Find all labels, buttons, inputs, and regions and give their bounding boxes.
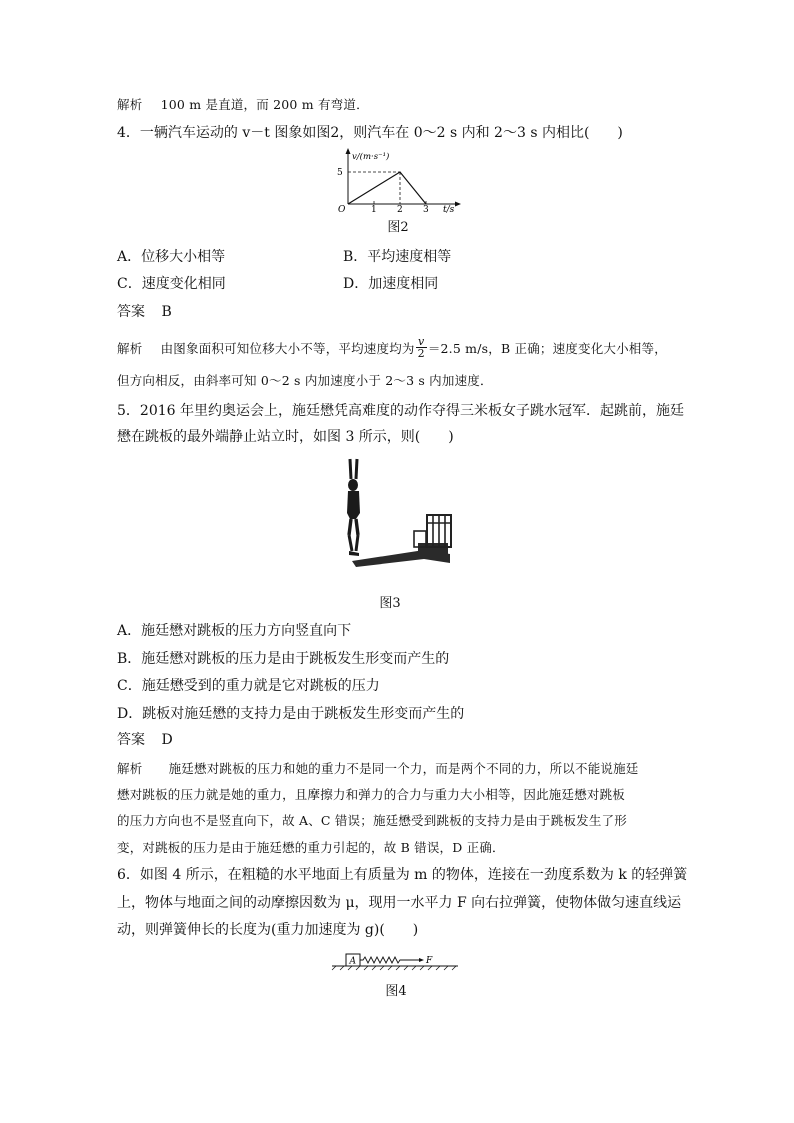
origin-label: O <box>338 205 346 214</box>
y-axis-arrow <box>346 148 351 154</box>
q5-explanation-line1 <box>117 760 639 778</box>
y-axis-label: v/(m·s⁻¹) <box>352 152 390 162</box>
q5-stem-line1: 5．2016 年里约奥运会上，施廷懋凭高难度的动作夺得三米板女子跳水冠军．起跳前，施廷 <box>117 403 684 419</box>
diver-illustration <box>332 455 460 573</box>
answer-value: B <box>161 304 172 320</box>
x-tick-label: 2 <box>397 205 403 214</box>
q6-stem-line2: 上，物体与地面之间的动摩擦因数为 μ，现用一水平力 F 向右拉弹簧，使物体做匀速直线运 <box>117 895 682 911</box>
q4-answer <box>117 303 172 321</box>
q4-option-d: D．加速度相同 <box>343 276 439 292</box>
fraction-v-over-2 <box>416 336 427 359</box>
figure-caption: 图3 <box>379 596 401 611</box>
q4-option-a: A．位移大小相等 <box>117 249 226 265</box>
q4-explanation-line2: 但方向相反，由斜率可知 0～2 s 内加速度小于 2～3 s 内加速度． <box>117 373 493 388</box>
q6-stem-line1: 6．如图 4 所示，在粗糙的水平地面上有质量为 m 的物体，连接在一劲度系数为 k 的轻弹簧 <box>117 867 688 883</box>
q4-option-c: C．速度变化相同 <box>117 276 226 292</box>
q5-explanation-line3: 的压力方向也不是竖直向下，故 A、C 错误；施廷懋受到跳板的支持力是由于跳板发生了形 <box>117 813 627 828</box>
q4-stem: 4．一辆汽车运动的 v－t 图象如图2，则汽车在 0～2 s 内和 2～3 s 内相比( ) <box>117 125 623 141</box>
explanation-text: 100 m 是直道，而 200 m 有弯道． <box>160 97 369 112</box>
prev-explanation <box>117 96 369 114</box>
force-label: F <box>426 956 433 966</box>
spring-block-diagram <box>330 948 460 972</box>
explanation-label: 解析 <box>117 761 143 776</box>
explanation-text: 施廷懋对跳板的压力和她的重力不是同一个力，而是两个不同的力，所以不能说施廷 <box>168 761 639 776</box>
velocity-line <box>348 172 426 204</box>
q5-stem-line2: 懋在跳板的最外端静止站立时，如图 3 所示，则( ) <box>117 429 454 445</box>
figure-caption: 图4 <box>385 984 407 999</box>
answer-value: D <box>161 732 173 748</box>
explanation-label: 解析 <box>117 97 143 112</box>
spring <box>360 957 404 963</box>
q4-option-b: B．平均速度相等 <box>343 249 452 265</box>
velocity-time-graph <box>333 148 463 214</box>
diver-figure <box>347 459 360 556</box>
q4-explanation <box>117 335 667 361</box>
answer-label: 答案 <box>117 304 145 320</box>
answer-label: 答案 <box>117 732 145 748</box>
x-tick-label: 3 <box>423 205 429 214</box>
y-tick-label: 5 <box>337 168 343 178</box>
figure-caption: 图2 <box>387 220 409 235</box>
explanation-text: 由图象面积可知位移大小不等，平均速度均为 <box>160 341 415 356</box>
q5-answer <box>117 731 173 749</box>
explanation-text: ＝2.5 m/s，B 正确；速度变化大小相等， <box>427 341 667 356</box>
x-axis-arrow <box>455 202 461 207</box>
q5-option-d: D．跳板对施廷懋的支持力是由于跳板发生形变而产生的 <box>117 706 465 722</box>
fraction-numerator: v <box>416 336 427 348</box>
q5-option-c: C．施廷懋受到的重力就是它对跳板的压力 <box>117 678 380 694</box>
explanation-label: 解析 <box>117 341 143 356</box>
q5-option-a: A．施廷懋对跳板的压力方向竖直向下 <box>117 623 352 639</box>
block-label: A <box>349 956 356 967</box>
q5-option-b: B．施廷懋对跳板的压力是由于跳板发生形变而产生的 <box>117 651 450 667</box>
q6-stem-line3: 动，则弹簧伸长的长度为(重力加速度为 g)( ) <box>117 922 419 938</box>
x-tick-label: 1 <box>371 205 377 214</box>
fraction-denominator: 2 <box>417 347 425 360</box>
x-axis-label: t/s <box>443 205 455 214</box>
q5-explanation-line4: 变，对跳板的压力是由于施廷懋的重力引起的，故 B 错误，D 正确． <box>117 840 505 855</box>
q5-explanation-line2: 懋对跳板的压力就是她的重力，且摩擦力和弹力的合力与重力大小相等，因此施廷懋对跳板 <box>117 787 626 802</box>
